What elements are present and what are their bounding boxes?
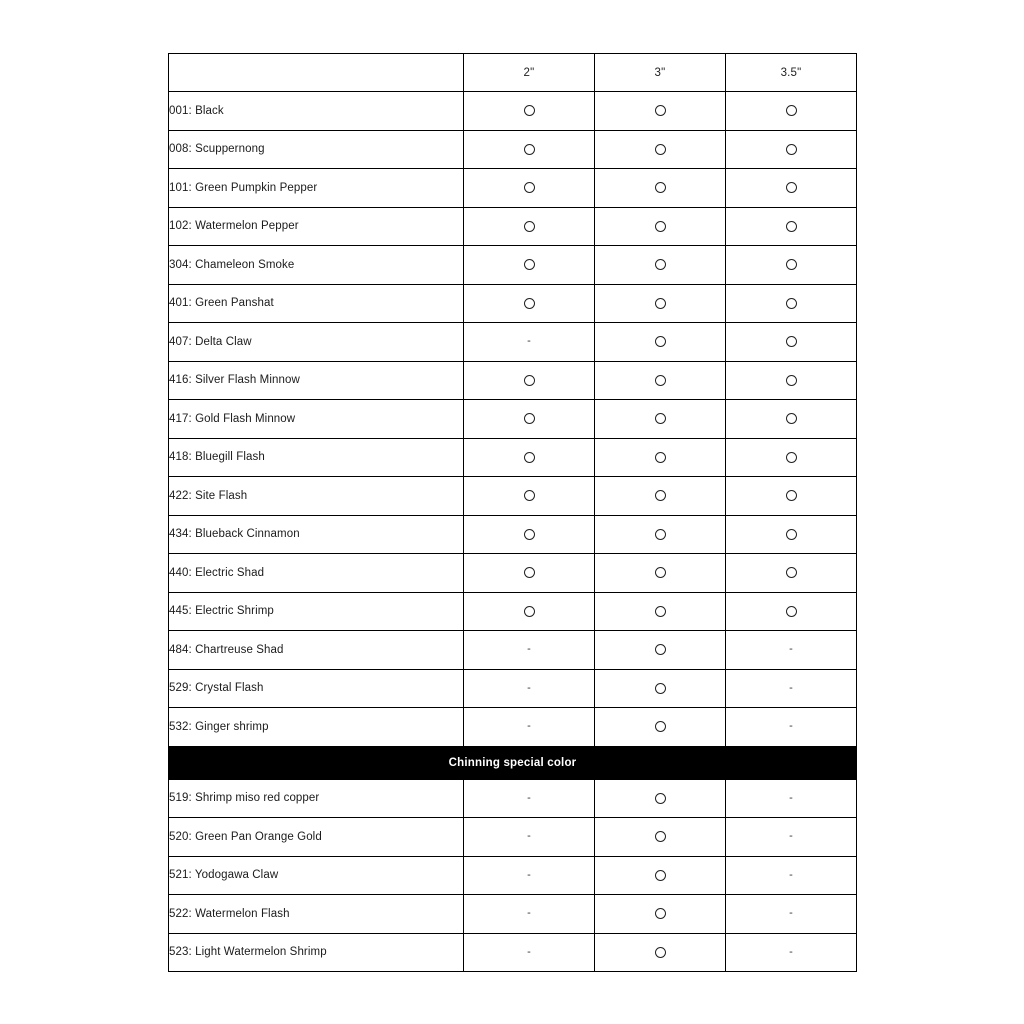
table-row: [169, 169, 857, 208]
availability-unavailable: [464, 323, 595, 362]
table-row: [169, 130, 857, 169]
availability-unavailable: [464, 895, 595, 934]
color-name: 416: Silver Flash Minnow: [169, 361, 464, 400]
dash-icon: -: [527, 681, 531, 694]
header-size-3-5in: 3.5": [726, 54, 857, 92]
availability-available: [464, 207, 595, 246]
table-row: [169, 477, 857, 516]
availability-available: [726, 477, 857, 516]
circle-icon: [786, 490, 797, 501]
availability-unavailable: [726, 818, 857, 857]
availability-available: [726, 361, 857, 400]
dash-icon: -: [527, 720, 531, 733]
circle-icon: [786, 182, 797, 193]
availability-available: [595, 477, 726, 516]
circle-icon: [655, 606, 666, 617]
circle-icon: [786, 298, 797, 309]
section-banner-label: Chinning special color: [169, 746, 857, 779]
circle-icon: [655, 908, 666, 919]
color-name: 521: Yodogawa Claw: [169, 856, 464, 895]
table-row: [169, 284, 857, 323]
circle-icon: [524, 259, 535, 270]
availability-unavailable: [726, 631, 857, 670]
dash-icon: -: [527, 830, 531, 843]
circle-icon: [655, 870, 666, 881]
availability-unavailable: [464, 631, 595, 670]
availability-unavailable: [726, 669, 857, 708]
table-row: [169, 592, 857, 631]
header-color-column: [169, 54, 464, 92]
circle-icon: [524, 452, 535, 463]
availability-available: [595, 284, 726, 323]
availability-available: [726, 592, 857, 631]
availability-available: [595, 246, 726, 285]
color-name: 008: Scuppernong: [169, 130, 464, 169]
circle-icon: [655, 105, 666, 116]
availability-available: [464, 515, 595, 554]
color-name: 529: Crystal Flash: [169, 669, 464, 708]
circle-icon: [655, 298, 666, 309]
availability-available: [726, 246, 857, 285]
circle-icon: [786, 144, 797, 155]
availability-available: [595, 361, 726, 400]
circle-icon: [786, 259, 797, 270]
availability-available: [595, 895, 726, 934]
availability-table: [168, 53, 857, 972]
availability-available: [726, 130, 857, 169]
circle-icon: [655, 490, 666, 501]
dash-icon: -: [789, 643, 793, 656]
availability-available: [726, 207, 857, 246]
circle-icon: [655, 413, 666, 424]
table-body: [169, 54, 857, 972]
dash-icon: -: [789, 791, 793, 804]
circle-icon: [655, 144, 666, 155]
circle-icon: [655, 683, 666, 694]
availability-available: [726, 515, 857, 554]
dash-icon: -: [789, 868, 793, 881]
availability-available: [595, 779, 726, 818]
availability-available: [726, 323, 857, 362]
circle-icon: [786, 452, 797, 463]
availability-unavailable: [464, 708, 595, 747]
circle-icon: [655, 375, 666, 386]
availability-available: [464, 169, 595, 208]
color-name: 418: Bluegill Flash: [169, 438, 464, 477]
circle-icon: [524, 105, 535, 116]
dash-icon: -: [527, 791, 531, 804]
availability-available: [726, 438, 857, 477]
color-name: 520: Green Pan Orange Gold: [169, 818, 464, 857]
color-name: 434: Blueback Cinnamon: [169, 515, 464, 554]
availability-unavailable: [464, 669, 595, 708]
availability-unavailable: [464, 933, 595, 972]
circle-icon: [524, 182, 535, 193]
availability-available: [595, 130, 726, 169]
availability-available: [464, 92, 595, 131]
circle-icon: [524, 606, 535, 617]
circle-icon: [524, 375, 535, 386]
color-name: 522: Watermelon Flash: [169, 895, 464, 934]
availability-available: [464, 554, 595, 593]
circle-icon: [786, 567, 797, 578]
table-row: [169, 92, 857, 131]
color-name: 401: Green Panshat: [169, 284, 464, 323]
availability-available: [464, 284, 595, 323]
circle-icon: [655, 529, 666, 540]
availability-unavailable: [726, 895, 857, 934]
dash-icon: -: [789, 681, 793, 694]
circle-icon: [655, 567, 666, 578]
availability-available: [595, 856, 726, 895]
availability-available: [595, 515, 726, 554]
table-row: [169, 323, 857, 362]
availability-available: [595, 323, 726, 362]
availability-available: [595, 631, 726, 670]
availability-unavailable: [726, 708, 857, 747]
circle-icon: [786, 413, 797, 424]
availability-available: [595, 933, 726, 972]
table-row: [169, 515, 857, 554]
availability-available: [726, 284, 857, 323]
availability-available: [595, 92, 726, 131]
circle-icon: [524, 529, 535, 540]
circle-icon: [524, 490, 535, 501]
availability-unavailable: [726, 933, 857, 972]
circle-icon: [655, 336, 666, 347]
color-name: 422: Site Flash: [169, 477, 464, 516]
header-size-3in: 3": [595, 54, 726, 92]
availability-available: [464, 400, 595, 439]
table-header-row: [169, 54, 857, 92]
table-row: [169, 554, 857, 593]
availability-available: [595, 592, 726, 631]
table-row: [169, 708, 857, 747]
color-name: 519: Shrimp miso red copper: [169, 779, 464, 818]
dash-icon: -: [789, 907, 793, 920]
availability-available: [726, 92, 857, 131]
table-row: [169, 856, 857, 895]
color-name: 001: Black: [169, 92, 464, 131]
availability-available: [464, 246, 595, 285]
availability-unavailable: [726, 779, 857, 818]
circle-icon: [655, 221, 666, 232]
dash-icon: -: [527, 907, 531, 920]
availability-available: [464, 130, 595, 169]
table-row: [169, 207, 857, 246]
availability-available: [595, 669, 726, 708]
circle-icon: [655, 721, 666, 732]
availability-available: [726, 169, 857, 208]
availability-available: [464, 477, 595, 516]
availability-unavailable: [464, 818, 595, 857]
circle-icon: [655, 452, 666, 463]
availability-available: [595, 207, 726, 246]
circle-icon: [655, 644, 666, 655]
dash-icon: -: [527, 945, 531, 958]
availability-available: [595, 400, 726, 439]
circle-icon: [786, 606, 797, 617]
circle-icon: [786, 529, 797, 540]
availability-available: [595, 818, 726, 857]
color-name: 523: Light Watermelon Shrimp: [169, 933, 464, 972]
dash-icon: -: [527, 335, 531, 348]
color-name: 440: Electric Shad: [169, 554, 464, 593]
dash-icon: -: [789, 720, 793, 733]
table-row: [169, 818, 857, 857]
circle-icon: [655, 831, 666, 842]
color-name: 304: Chameleon Smoke: [169, 246, 464, 285]
table-row: [169, 933, 857, 972]
dash-icon: -: [527, 868, 531, 881]
table-row: [169, 895, 857, 934]
circle-icon: [655, 182, 666, 193]
availability-unavailable: [464, 779, 595, 818]
availability-available: [595, 438, 726, 477]
availability-unavailable: [726, 856, 857, 895]
circle-icon: [524, 298, 535, 309]
table-row: [169, 669, 857, 708]
table-row: [169, 438, 857, 477]
color-name: 445: Electric Shrimp: [169, 592, 464, 631]
circle-icon: [655, 947, 666, 958]
availability-available: [595, 708, 726, 747]
color-size-chart: [168, 53, 856, 972]
circle-icon: [524, 144, 535, 155]
color-name: 101: Green Pumpkin Pepper: [169, 169, 464, 208]
circle-icon: [786, 221, 797, 232]
circle-icon: [655, 793, 666, 804]
table-row: [169, 631, 857, 670]
circle-icon: [655, 259, 666, 270]
availability-available: [595, 554, 726, 593]
color-name: 532: Ginger shrimp: [169, 708, 464, 747]
dash-icon: -: [527, 643, 531, 656]
section-banner-row: [169, 746, 857, 779]
dash-icon: -: [789, 945, 793, 958]
availability-available: [464, 361, 595, 400]
circle-icon: [786, 375, 797, 386]
color-name: 102: Watermelon Pepper: [169, 207, 464, 246]
circle-icon: [524, 413, 535, 424]
availability-available: [595, 169, 726, 208]
color-name: 484: Chartreuse Shad: [169, 631, 464, 670]
circle-icon: [524, 221, 535, 232]
dash-icon: -: [789, 830, 793, 843]
color-name: 417: Gold Flash Minnow: [169, 400, 464, 439]
circle-icon: [524, 567, 535, 578]
availability-available: [464, 592, 595, 631]
header-size-2in: 2": [464, 54, 595, 92]
table-row: [169, 779, 857, 818]
availability-available: [726, 400, 857, 439]
circle-icon: [786, 336, 797, 347]
availability-available: [464, 438, 595, 477]
availability-unavailable: [464, 856, 595, 895]
table-row: [169, 361, 857, 400]
circle-icon: [786, 105, 797, 116]
color-name: 407: Delta Claw: [169, 323, 464, 362]
table-row: [169, 400, 857, 439]
table-row: [169, 246, 857, 285]
availability-available: [726, 554, 857, 593]
